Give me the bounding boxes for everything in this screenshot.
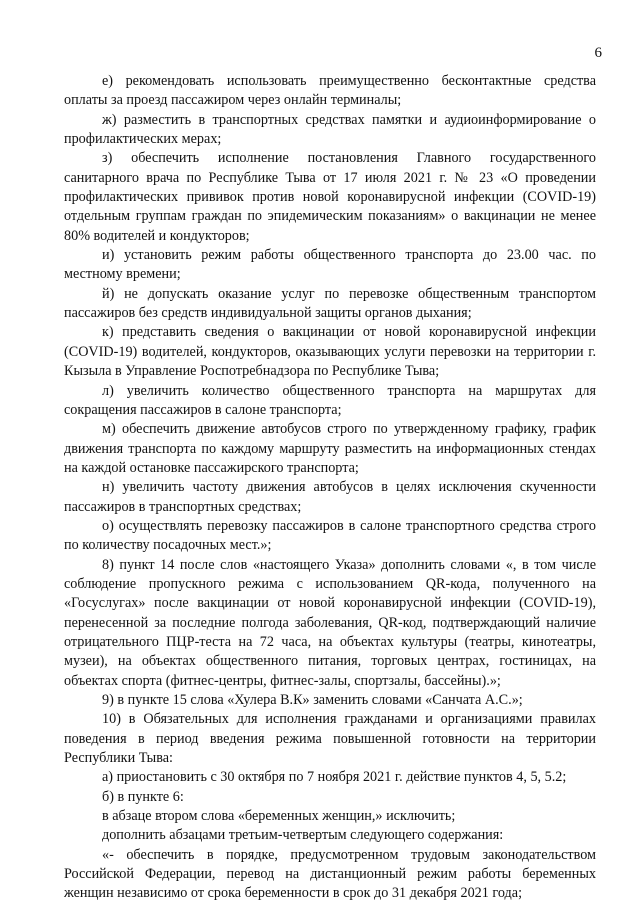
- paragraph-abzac-vtorom: в абзаце втором слова «беременных женщин,» исключить;: [102, 808, 456, 825]
- paragraph-o: о) осуществлять перевозку пассажиров в салоне транспортного средства строго по количеству посадочных мест.»;: [64, 517, 596, 554]
- paragraph-obespechit: «- обеспечить в порядке, предусмотренном трудовым законодательством Российской Федерации, перевод на дистанционный режим работы беременных женщин независимо от срока беременности в срок до 31 декабря 2021 года;: [64, 846, 596, 902]
- paragraph-e: е) рекомендовать использовать преимущественно бесконтактные средства оплаты за проезд пассажиром через онлайн терминалы;: [64, 73, 596, 109]
- paragraph-n: н) увеличить частоту движения автобусов в целях исключения скученности пассажиров в транспортных средствах;: [64, 479, 596, 515]
- paragraph-b: б) в пункте 6:: [102, 788, 184, 805]
- paragraph-z: з) обеспечить исполнение постановления Главного государственного санитарного врача по Республике Тыва от 17 июля 2021 г. № 23 «О проведении профилактических прививок против новой коронавирусной инфекции (COVID-19) отдельным группам граждан по эпидемическим показаниям» о вакцинации не менее 80% водителей и кондукторов;: [64, 150, 596, 244]
- paragraph-i: и) установить режим работы общественного транспорта до 23.00 час. по местному времени;: [64, 247, 596, 283]
- paragraph-zh: ж) разместить в транспортных средствах памятки и аудиоинформирование о профилактических мерах;: [64, 111, 596, 148]
- paragraph-a: а) приостановить с 30 октября по 7 ноября 2021 г. действие пунктов 4, 5, 5.2;: [102, 769, 567, 786]
- paragraph-k: к) представить сведения о вакцинации от новой коронавирусной инфекции (COVID-19) водителей, кондукторов, оказывающих услуги перевозки на территории г. Кызыла в Управление Роспотребнадзора по Республике Тыва;: [64, 324, 596, 380]
- paragraph-m: м) обеспечить движение автобусов строго по утвержденному графику, график движения транспорта по каждому маршруту разместить на информационных стендах на каждой остановке пассажирского транспорта;: [64, 421, 596, 476]
- paragraph-l: л) увеличить количество общественного транспорта на маршрутах для сокращения пассажиров в салоне транспорта;: [64, 382, 596, 418]
- paragraph-i-short: й) не допускать оказание услуг по перевозке общественным транспортом пассажиров без средств индивидуальной защиты органов дыхания;: [64, 285, 596, 322]
- document-body: [64, 72, 596, 904]
- paragraph-10: 10) в Обязательных для исполнения гражданами и организациями правилах поведения в период введения режима повышенной готовности на территории Республики Тыва:: [64, 711, 596, 767]
- paragraph-9: 9) в пункте 15 слова «Хулера В.К» заменить словами «Санчата А.С.»;: [102, 692, 523, 708]
- paragraph-8: 8) пункт 14 после слов «настоящего Указа» дополнить словами «, в том числе соблюдение пропускного режима с использованием QR-кода, полученного на «Госуслугах» после вакцинации от новой коронавирусной инфекции (COVID-19), перенесенной за последние полгода заболевания, QR-код, подтверждающий наличие отрицательного ПЦР-теста на 72 часа, на объектах культуры (театры, кинотеатры, музеи), на объектах общественного питания, торговых центрах, гостиницах, на объектах спорта (фитнес-центры, фитнес-залы, спортзалы, бассейны).»;: [64, 556, 596, 689]
- paragraph-dopolnit: дополнить абзацами третьим-четвертым следующего содержания:: [102, 827, 504, 844]
- page-number: 6: [594, 45, 602, 61]
